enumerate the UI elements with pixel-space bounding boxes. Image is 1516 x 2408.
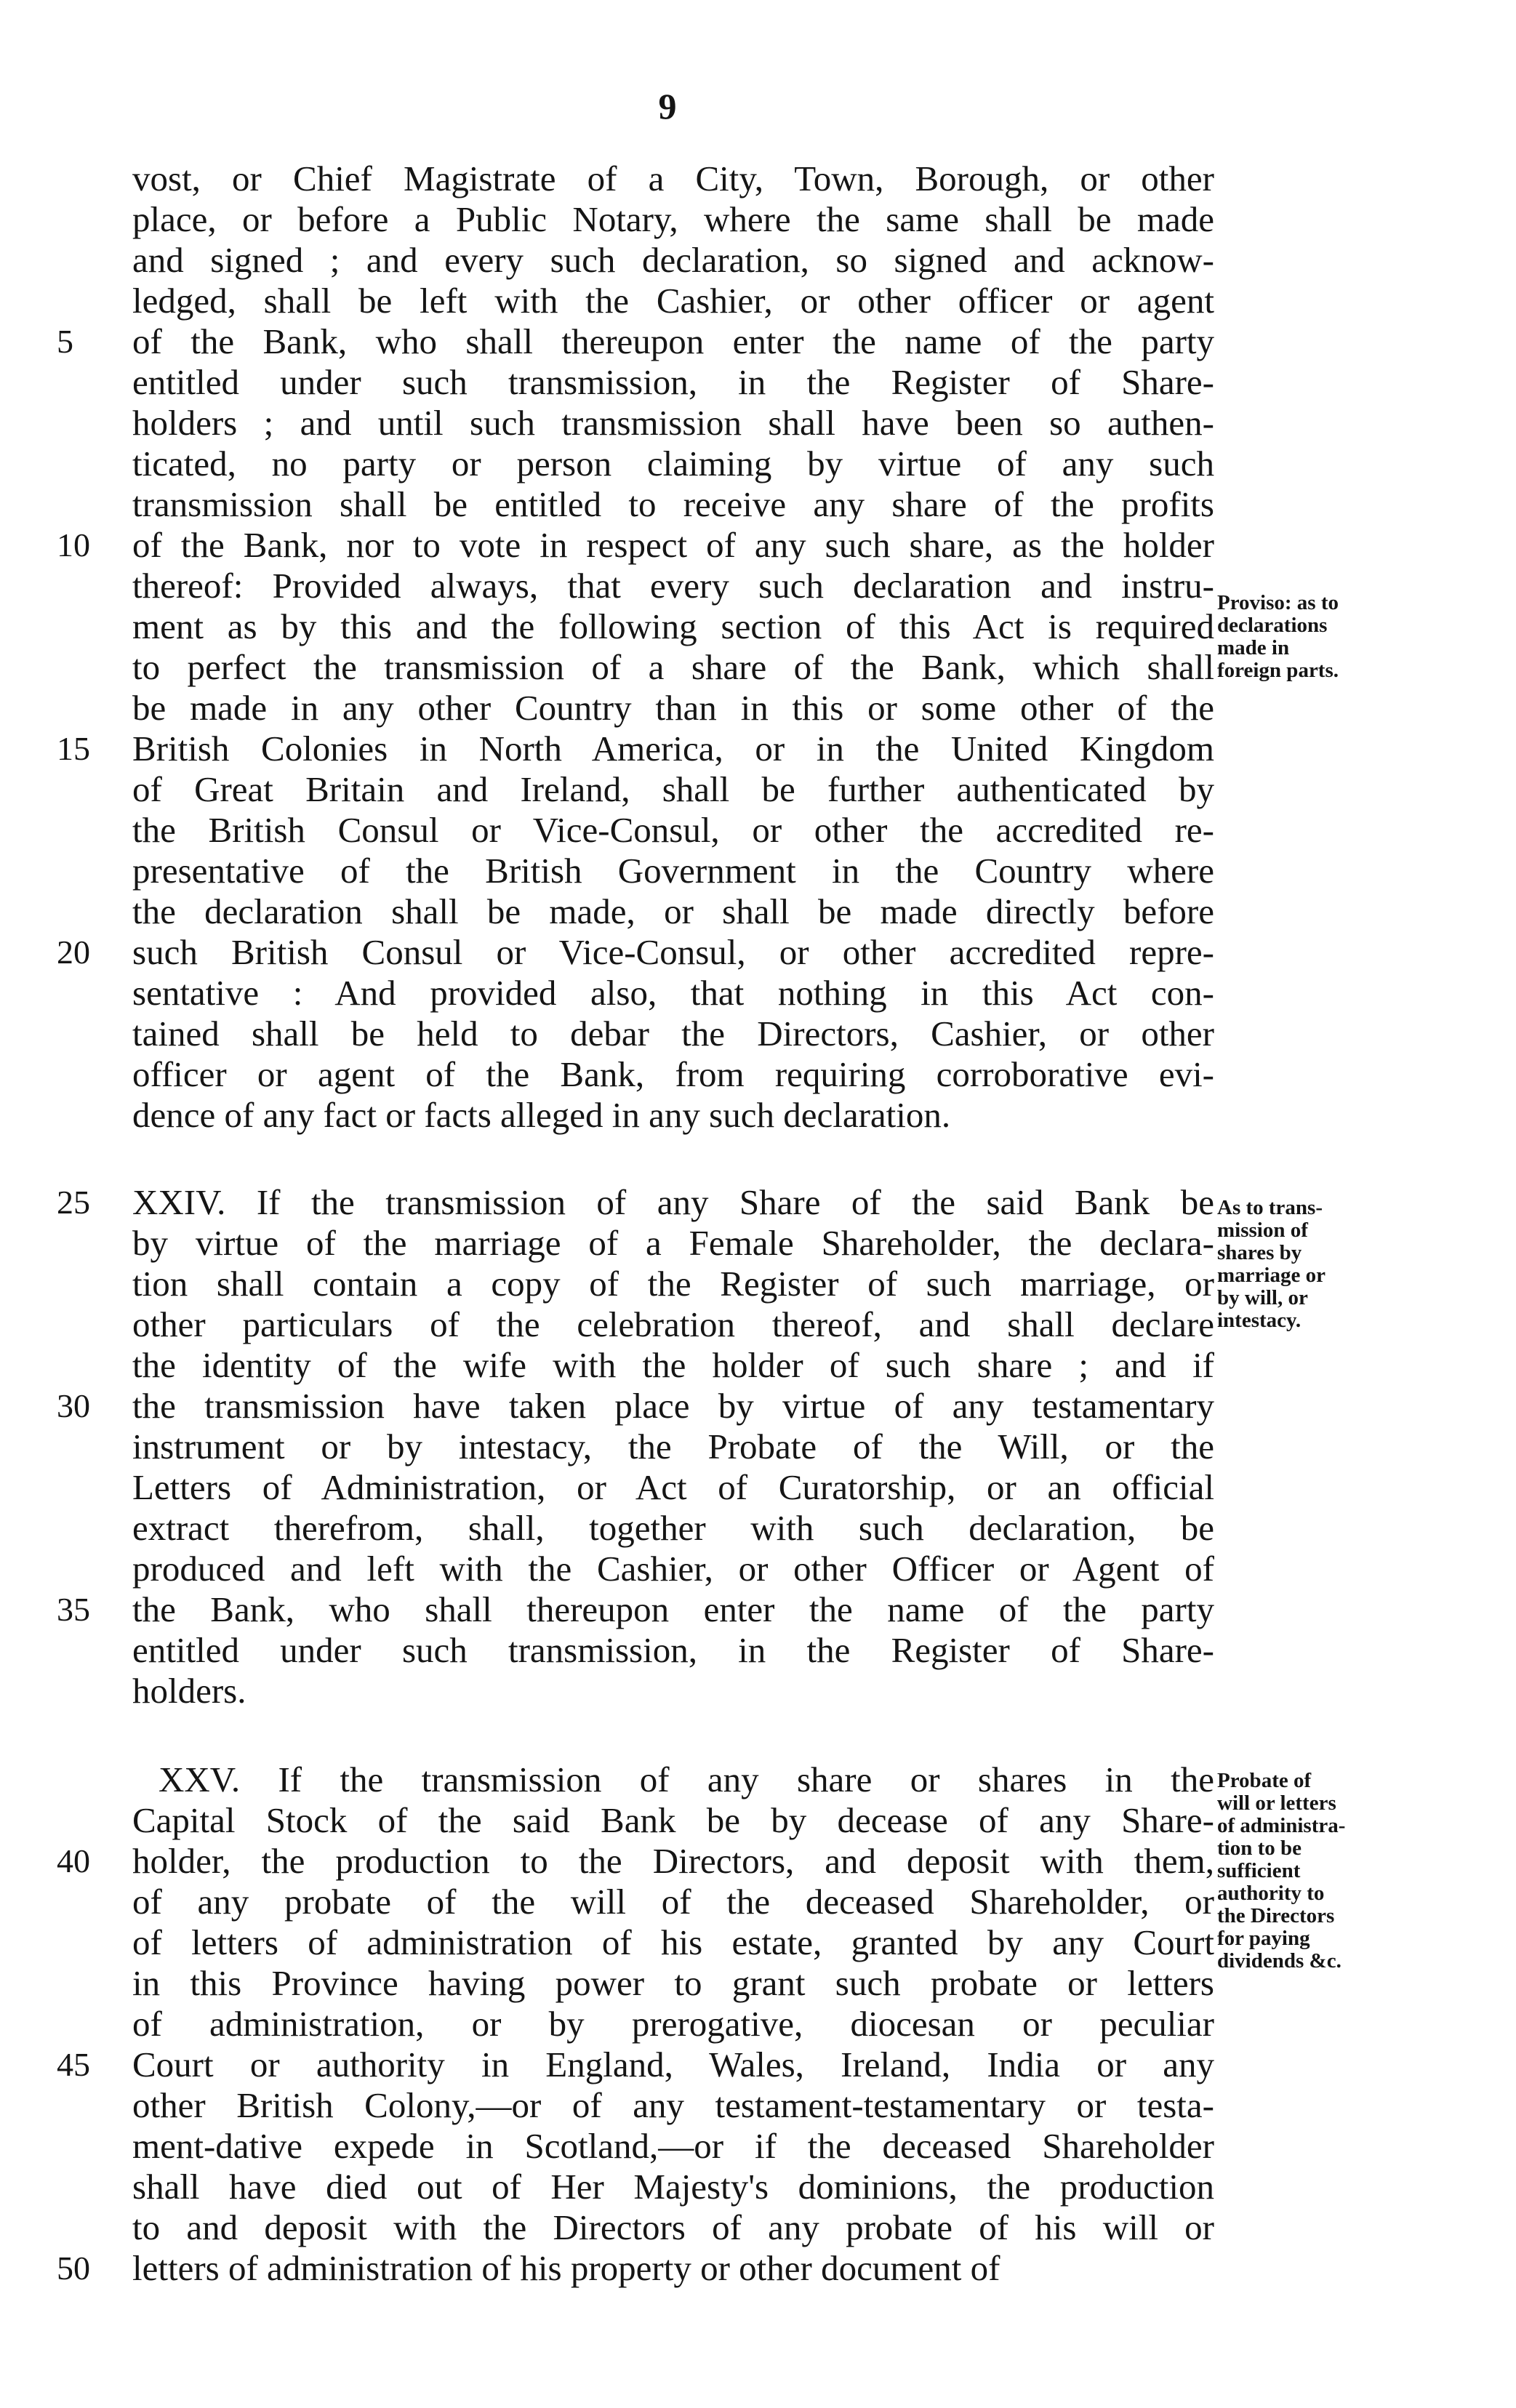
line-text: ticated, no party or person claiming by virtue of any such [132, 444, 1214, 483]
margin-note-line: Probate of [1217, 1769, 1312, 1792]
line-text: to perfect the transmission of a share of the Bank, which shall [132, 647, 1214, 687]
line-text: produced and left with the Cashier, or other Officer or Agent of [132, 1549, 1214, 1589]
line-text: Letters of Administration, or Act of Curatorship, or an official [132, 1467, 1214, 1507]
text-line [0, 1671, 1516, 1711]
margin-note-line: tion to be [1217, 1837, 1302, 1860]
line-text: the transmission have taken place by virtue of any testamentary [132, 1386, 1214, 1426]
text-line [0, 1426, 1516, 1467]
line-text: XXV. If the transmission of any share or shares in the [159, 1759, 1214, 1799]
line-text: of the Bank, nor to vote in respect of any such share, as the holder [132, 525, 1214, 565]
text-line [0, 1630, 1516, 1671]
line-text: thereof: Provided always, that every such declaration and instru- [132, 566, 1214, 606]
line-text: entitled under such transmission, in the Register of Share- [132, 362, 1214, 402]
margin-note-xxv [1217, 1770, 1435, 1972]
text-line [0, 444, 1516, 484]
line-number: 10 [57, 526, 90, 563]
text-line [0, 1095, 1516, 1136]
line-text: such British Consul or Vice-Consul, or other accredited repre- [132, 932, 1214, 972]
text-line [0, 321, 1516, 362]
line-number: 5 [57, 323, 73, 360]
line-number: 25 [57, 1184, 90, 1221]
text-line [0, 1508, 1516, 1549]
margin-note-line: will or letters [1217, 1791, 1336, 1815]
margin-note-line: mission of [1217, 1219, 1308, 1242]
line-text: the Bank, who shall thereupon enter the name of the party [132, 1589, 1214, 1629]
margin-note-line: shares by [1217, 1241, 1302, 1264]
line-text: the British Consul or Vice-Consul, or other the accredited re- [132, 810, 1214, 850]
line-text: be made in any other Country than in this or some other of the [132, 688, 1214, 728]
text-line [0, 810, 1516, 851]
line-text: of letters of administration of his estate, granted by any Court [132, 1922, 1214, 1962]
margin-note-line: dividends &c. [1217, 1949, 1341, 1972]
text-line [0, 1467, 1516, 1508]
page-number: 9 [658, 86, 677, 127]
text-line [0, 1054, 1516, 1095]
text-line [0, 932, 1516, 973]
text-line [0, 1386, 1516, 1426]
line-number: 45 [57, 2046, 90, 2083]
line-text: of administration, or by prerogative, diocesan or peculiar [132, 2004, 1214, 2044]
line-text: shall have died out of Her Majesty's dominions, the production [132, 2167, 1214, 2207]
text-line [0, 2126, 1516, 2167]
line-number: 50 [57, 2250, 90, 2287]
text-line [0, 891, 1516, 932]
margin-note-line: sufficient [1217, 1859, 1301, 1882]
margin-note-line: foreign parts. [1217, 659, 1339, 682]
line-text: of the Bank, who shall thereupon enter the name of the party [132, 321, 1214, 361]
text-line [0, 1589, 1516, 1630]
line-text: in this Province having power to grant such probate or letters [132, 1963, 1214, 2003]
text-line [0, 484, 1516, 525]
text-line [0, 525, 1516, 566]
text-line [0, 240, 1516, 281]
margin-note-line: declarations [1217, 614, 1328, 637]
text-line [0, 851, 1516, 891]
margin-note-line: by will, or [1217, 1286, 1308, 1309]
text-line [0, 2004, 1516, 2044]
line-text: transmission shall be entitled to receive any share of the profits [132, 484, 1214, 524]
line-text: by virtue of the marriage of a Female Shareholder, the declara- [132, 1223, 1214, 1263]
line-text: holders. [132, 1671, 246, 1711]
line-text: tained shall be held to debar the Directors, Cashier, or other [132, 1014, 1214, 1054]
margin-note-line: made in [1217, 636, 1290, 659]
line-text: sentative : And provided also, that nothing in this Act con- [132, 973, 1214, 1013]
line-text: British Colonies in North America, or in the United Kingdom [132, 729, 1214, 768]
margin-note-line: Proviso: as to [1217, 591, 1339, 614]
text-line [0, 158, 1516, 199]
line-text: of any probate of the will of the deceased Shareholder, or [132, 1882, 1214, 1922]
text-line [0, 281, 1516, 321]
line-number: 35 [57, 1591, 90, 1628]
text-line [0, 199, 1516, 240]
text-line [0, 403, 1516, 444]
line-text: to and deposit with the Directors of any probate of his will or [132, 2207, 1214, 2247]
line-text: officer or agent of the Bank, from requiring corroborative evi- [132, 1054, 1214, 1094]
line-text: place, or before a Public Notary, where the same shall be made [132, 199, 1214, 239]
line-text: Court or authority in England, Wales, Ireland, India or any [132, 2044, 1214, 2084]
text-line [0, 362, 1516, 403]
line-text: presentative of the British Government in the Country where [132, 851, 1214, 891]
line-text: of Great Britain and Ireland, shall be further authenticated by [132, 769, 1214, 809]
text-line [0, 2167, 1516, 2207]
text-line [0, 973, 1516, 1014]
line-text: letters of administration of his property or other document of [132, 2248, 1000, 2288]
margin-note-line: marriage or [1217, 1264, 1326, 1287]
line-text: the identity of the wife with the holder of such share ; and if [132, 1345, 1214, 1385]
margin-note-line: As to trans- [1217, 1196, 1323, 1219]
text-line [0, 769, 1516, 810]
line-text: other British Colony,—or of any testament-testamentary or testa- [132, 2085, 1214, 2125]
line-text: other particulars of the celebration thereof, and shall declare [132, 1304, 1214, 1344]
line-text: Capital Stock of the said Bank be by decease of any Share- [132, 1800, 1214, 1840]
text-line [0, 1549, 1516, 1589]
margin-note-continued [1217, 592, 1435, 682]
line-text: entitled under such transmission, in the Register of Share- [132, 1630, 1214, 1670]
line-text: tion shall contain a copy of the Register of such marriage, or [132, 1264, 1214, 1304]
line-text: vost, or Chief Magistrate of a City, Town, Borough, or other [132, 158, 1214, 198]
margin-note-xxiv [1217, 1197, 1435, 1332]
margin-note-line: the Directors [1217, 1904, 1335, 1927]
line-number: 20 [57, 934, 90, 971]
text-line [0, 1014, 1516, 1054]
text-line [0, 1345, 1516, 1386]
text-line [0, 2207, 1516, 2248]
text-line [0, 2248, 1516, 2289]
margin-note-line: for paying [1217, 1927, 1310, 1950]
line-text: and signed ; and every such declaration, so signed and acknow- [132, 240, 1214, 280]
margin-note-line: of administra- [1217, 1814, 1346, 1837]
line-text: holders ; and until such transmission shall have been so authen- [132, 403, 1214, 443]
line-text: ledged, shall be left with the Cashier, or other officer or agent [132, 281, 1214, 321]
line-text: ment as by this and the following section of this Act is required [132, 606, 1214, 646]
line-text: extract therefrom, shall, together with such declaration, be [132, 1508, 1214, 1548]
margin-note-line: intestacy. [1217, 1309, 1302, 1332]
line-text: the declaration shall be made, or shall be made directly before [132, 891, 1214, 931]
line-text: ment-dative expede in Scotland,—or if the deceased Shareholder [132, 2126, 1214, 2166]
text-line [0, 2085, 1516, 2126]
text-line [0, 729, 1516, 769]
line-number: 15 [57, 730, 90, 767]
line-number: 30 [57, 1387, 90, 1424]
margin-note-line: authority to [1217, 1882, 1325, 1905]
line-text: instrument or by intestacy, the Probate of the Will, or the [132, 1426, 1214, 1466]
text-line [0, 2044, 1516, 2085]
text-line [0, 688, 1516, 729]
line-text: XXIV. If the transmission of any Share of the said Bank be [132, 1182, 1214, 1222]
line-number: 40 [57, 1842, 90, 1879]
line-text: holder, the production to the Directors, and deposit with them, [132, 1841, 1214, 1881]
line-text: dence of any fact or facts alleged in any such declaration. [132, 1095, 951, 1135]
